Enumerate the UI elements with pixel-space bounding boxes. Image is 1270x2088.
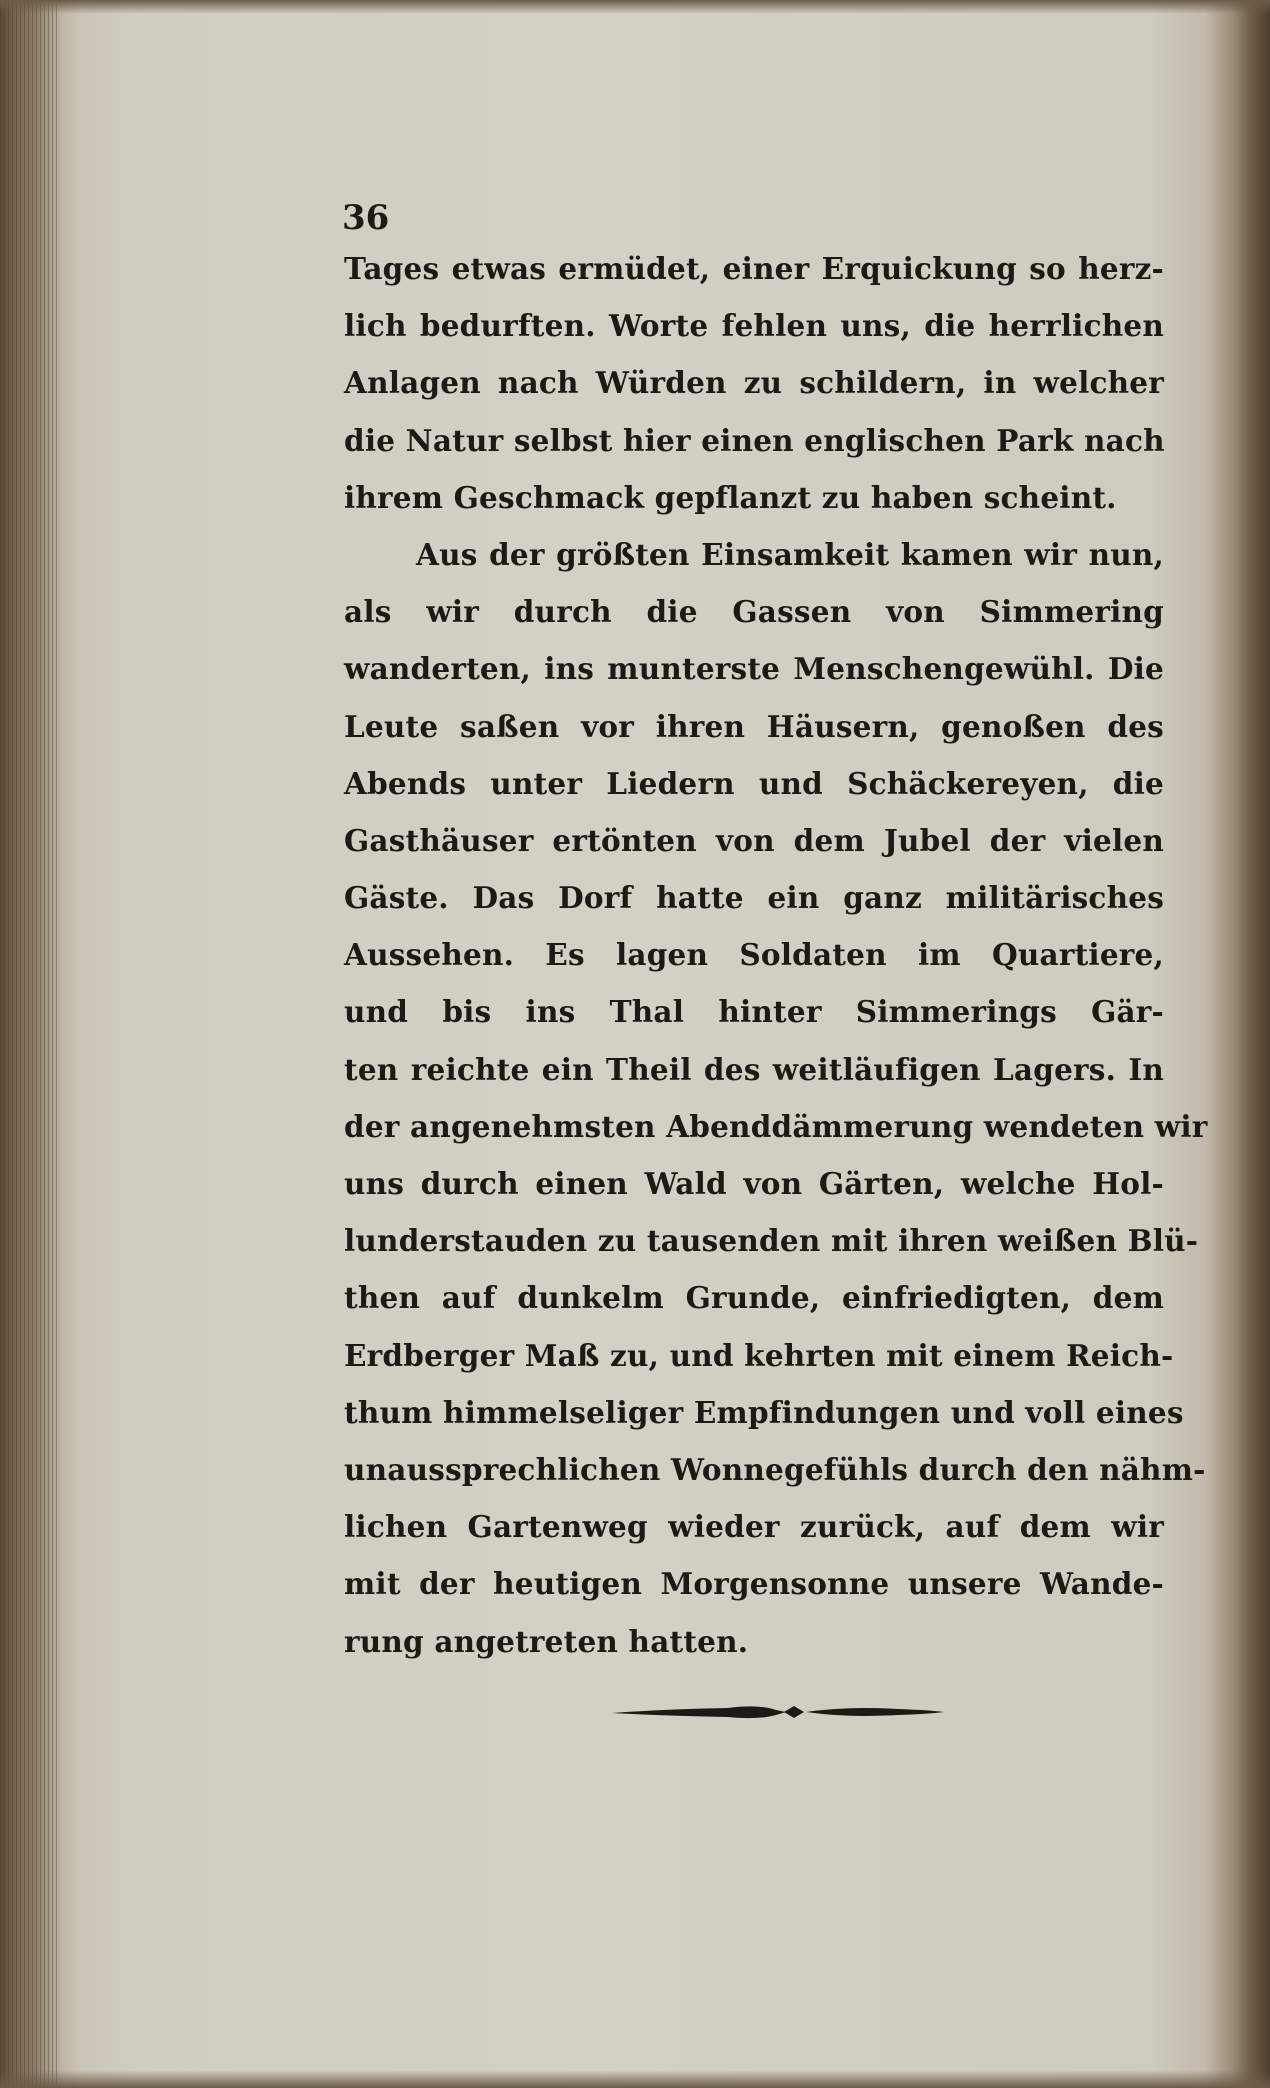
text-line: der angenehmsten Abenddämmerung wendeten wir xyxy=(344,1108,1208,1144)
bottom-edge-shadow xyxy=(0,2070,1270,2088)
text-line: mit der heutigen Morgensonne unsere Wande- xyxy=(344,1566,1164,1602)
body-text xyxy=(344,240,1208,1670)
text-line: rung angetreten hatten. xyxy=(344,1623,749,1659)
text-line: unaussprechlichen Wonnegefühls durch den nähm- xyxy=(344,1451,1206,1487)
text-line: als wir durch die Gassen von Simmering xyxy=(344,594,1164,630)
text-line: lich bedurften. Worte fehlen uns, die herrlichen xyxy=(344,308,1164,344)
text-line: then auf dunkelm Grunde, einfriedigten, dem xyxy=(344,1280,1164,1316)
text-line: Gäste. Das Dorf hatte ein ganz militärisches xyxy=(344,880,1164,916)
text-line: lunderstauden zu tausenden mit ihren weißen Blü- xyxy=(344,1223,1199,1259)
text-line: ten reichte ein Theil des weitläufigen Lagers. In xyxy=(344,1051,1164,1087)
text-line: ihrem Geschmack gepflanzt zu haben scheint. xyxy=(344,479,1117,515)
page-edges xyxy=(0,0,60,2088)
text-line: Abends unter Liedern und Schäckereyen, die xyxy=(344,765,1164,801)
text-line: lichen Gartenweg wieder zurück, auf dem wir xyxy=(344,1509,1164,1545)
end-ornament-divider xyxy=(608,1700,948,1724)
text-line: Leute saßen vor ihren Häusern, genoßen des xyxy=(344,708,1164,744)
text-line: Anlagen nach Würden zu schildern, in welcher xyxy=(344,365,1164,401)
text-line: uns durch einen Wald von Gärten, welche Hol- xyxy=(344,1166,1164,1201)
text-line: Aus der größten Einsamkeit kamen wir nun, xyxy=(416,536,1164,572)
text-line: Aussehen. Es lagen Soldaten im Quartiere, xyxy=(344,937,1164,973)
top-edge-shadow xyxy=(0,0,1270,14)
text-line: Erdberger Maß zu, und kehrten mit einem Reich- xyxy=(344,1337,1174,1373)
text-line: thum himmelseliger Empfindungen und voll eines xyxy=(344,1394,1184,1430)
text-line: Tages etwas ermüdet, einer Erquickung so herz- xyxy=(344,251,1164,286)
text-line: die Natur selbst hier einen englischen Park nach xyxy=(344,422,1165,458)
text-line: und bis ins Thal hinter Simmerings Gär- xyxy=(344,994,1164,1030)
text-line: wanderten, ins munterste Menschengewühl. Die xyxy=(344,651,1164,687)
page-number: 36 xyxy=(342,198,390,238)
text-line: Gasthäuser ertönten von dem Jubel der vielen xyxy=(344,822,1164,858)
